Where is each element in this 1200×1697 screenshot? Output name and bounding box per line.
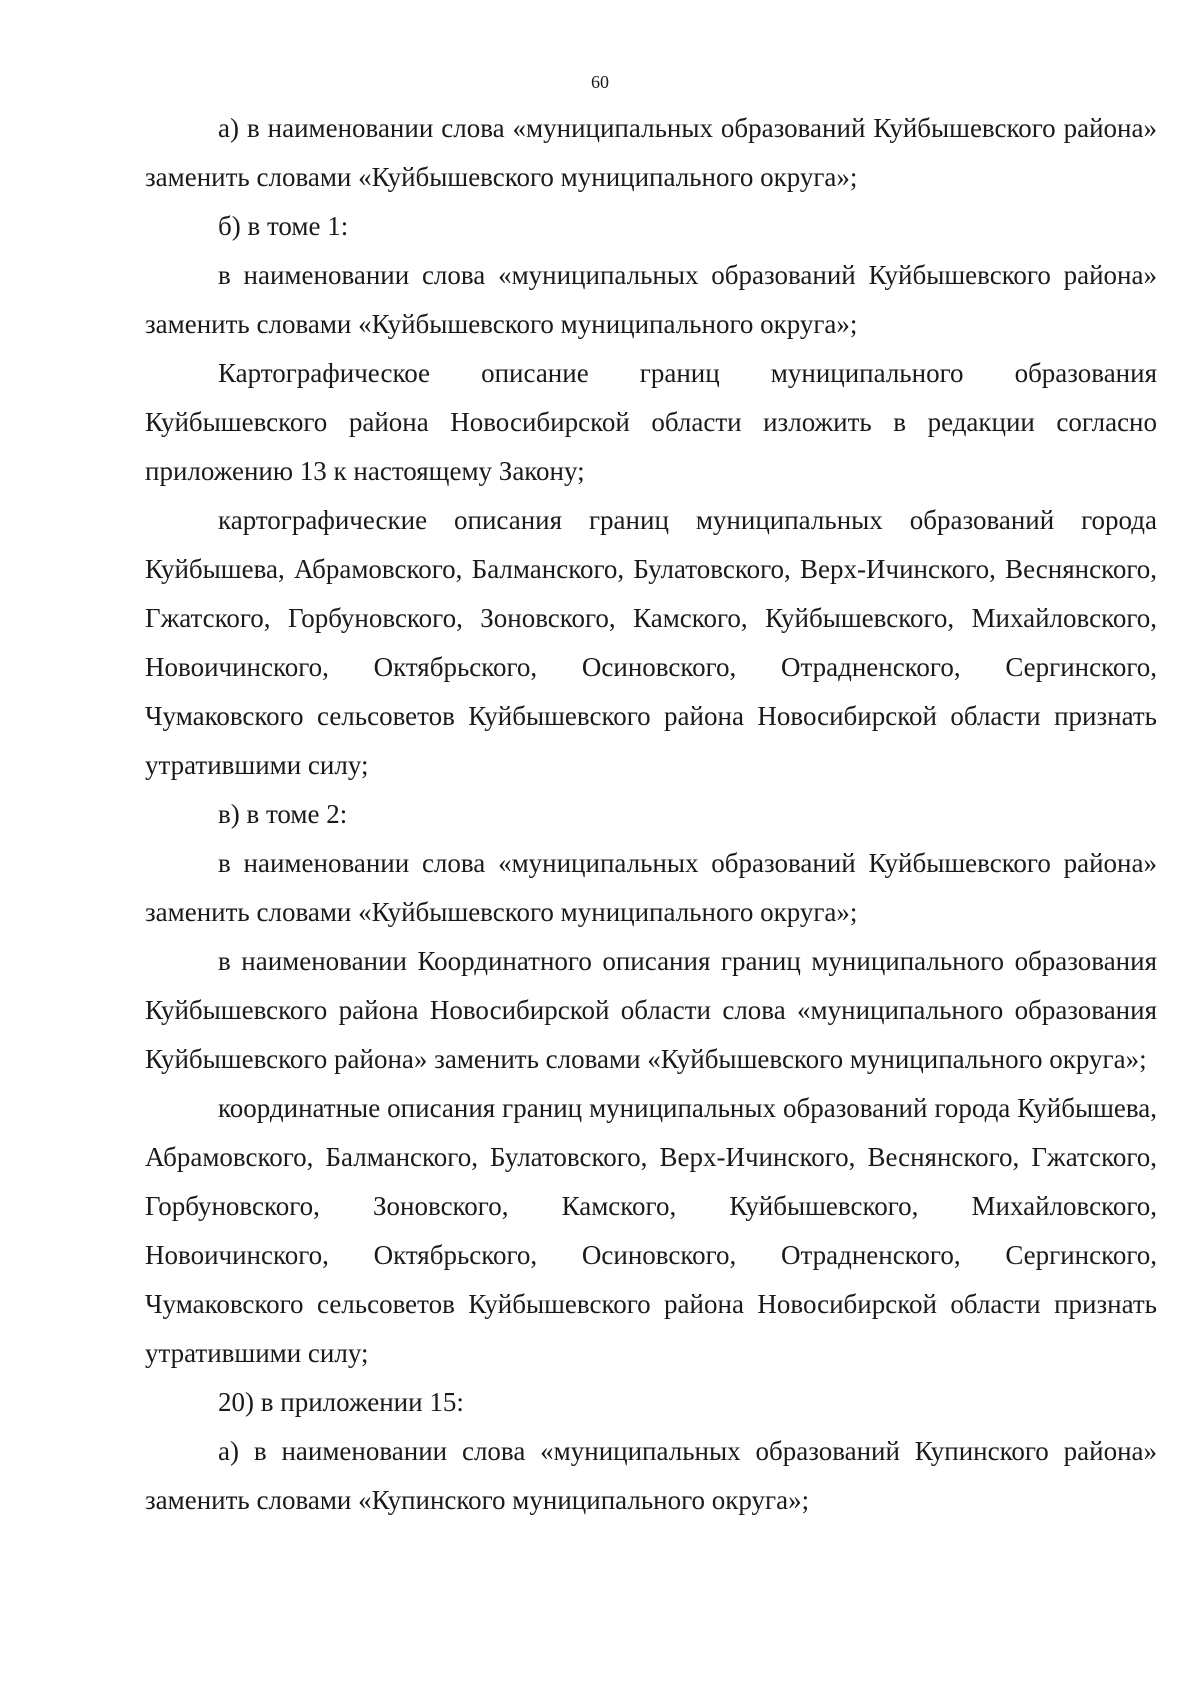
paragraph-cartographic-description: Картографическое описание границ муниципального образования Куйбышевского района Новосибирской области изложить в редакции согласно приложению 13 к настоящему Закону; [145,358,1157,486]
paragraph-coordinate-rename: в наименовании Координатного описания границ муниципального образования Куйбышевского района Новосибирской области слова «муниципального образования Куйбышевского района» заменить словами «Куйбышевского муниципального округа»; [145,946,1157,1074]
document-body [145,104,1157,1525]
paragraph-volume-1-heading: б) в томе 1: [218,211,349,241]
paragraph-volume-2-rename: в наименовании слова «муниципальных образований Куйбышевского района» заменить словами «Куйбышевского муниципального округа»; [145,848,1157,927]
paragraph-appendix-15-rename: а) в наименовании слова «муниципальных образований Купинского района» заменить словами «Купинского муниципального округа»; [145,1436,1157,1515]
paragraph-appendix-15-heading: 20) в приложении 15: [218,1387,464,1417]
paragraph-volume-2-heading: в) в томе 2: [218,799,348,829]
page-number: 60 [591,72,609,92]
paragraph-cartographic-repeal: картографические описания границ муниципальных образований города Куйбышева, Абрамовского, Балманского, Булатовского, Верх-Ичинского, Веснянского, Гжатского, Горбуновского, Зоновского, Камского, Куйбышевского, Михайловского, Новоичинского, Октябрьского, Осиновского, Отрадненского, Сергинского, Чумаковского сельсоветов Куйбышевского района Новосибирской области признать утратившими силу; [145,505,1157,780]
paragraph-volume-1-rename: в наименовании слова «муниципальных образований Куйбышевского района» заменить словами «Куйбышевского муниципального округа»; [145,260,1157,339]
paragraph-coordinate-repeal: координатные описания границ муниципальных образований города Куйбышева, Абрамовского, Балманского, Булатовского, Верх-Ичинского, Веснянского, Гжатского, Горбуновского, Зоновского, Камского, Куйбышевского, Михайловского, Новоичинского, Октябрьского, Осиновского, Отрадненского, Сергинского, Чумаковского сельсоветов Куйбышевского района Новосибирской области признать утратившими силу; [145,1093,1157,1368]
paragraph-item-a-rename: а) в наименовании слова «муниципальных образований Куйбышевского района» заменить словами «Куйбышевского муниципального округа»; [145,113,1157,192]
